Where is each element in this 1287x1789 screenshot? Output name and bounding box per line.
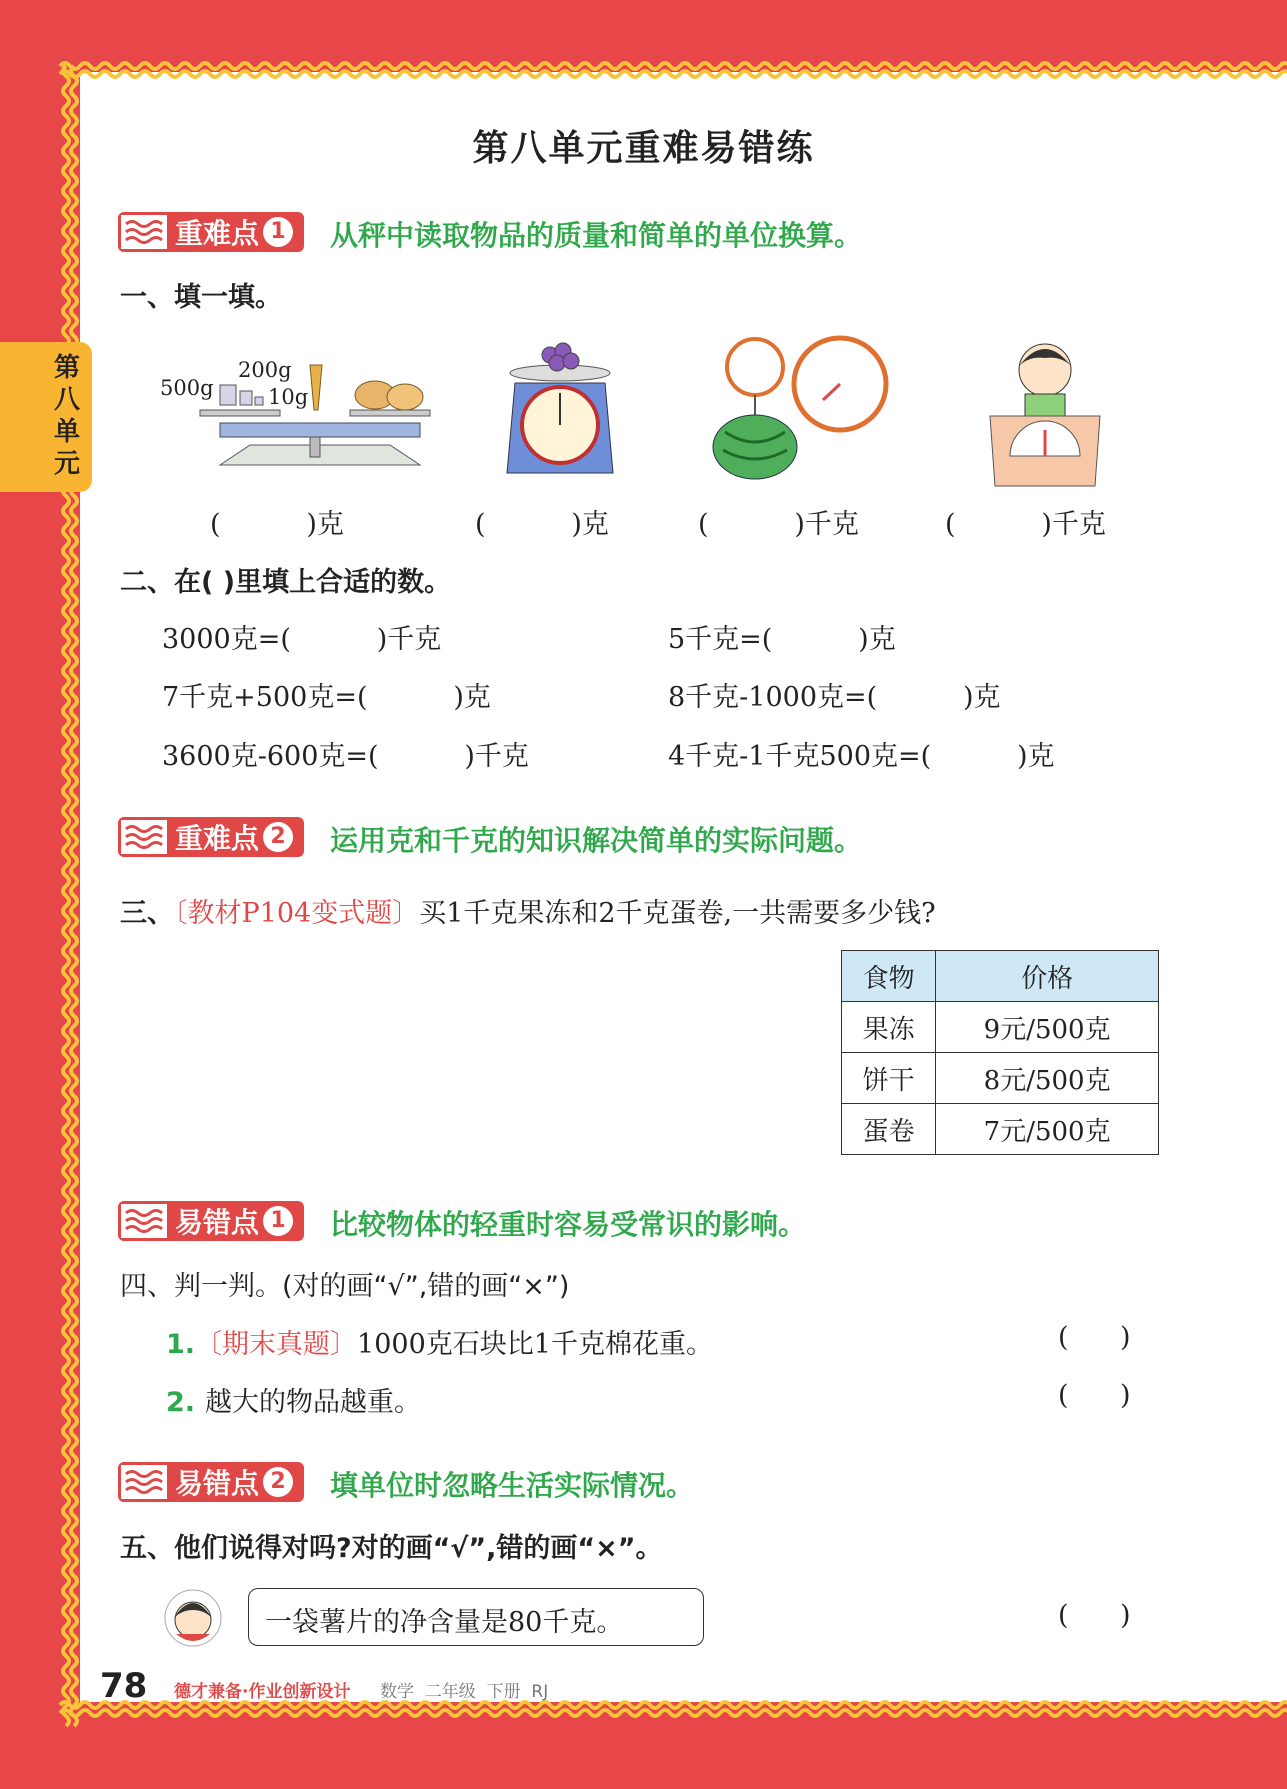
badge-number: 2 [263, 1467, 293, 1497]
speech-bubble [248, 1588, 704, 1646]
q3-line [120, 891, 936, 930]
item-number: 1. [166, 1329, 196, 1360]
hanging-scale-watermelon-illustration [705, 332, 890, 482]
q4-heading: 四、判一判。(对的画“√”,错的画“×”) [120, 1271, 570, 1302]
table-row [842, 1002, 1159, 1053]
q2-item-3[interactable]: 7千克+500克=( )克 [162, 682, 491, 713]
badge-label: 重难点 [175, 217, 260, 250]
q3-question: 买1千克果冻和2千克蛋卷,一共需要多少钱? [419, 898, 936, 929]
q4-answer-2[interactable]: ( ) [1058, 1380, 1131, 1411]
q1-blank-1[interactable]: ( )克 [210, 509, 344, 540]
table-row [842, 1104, 1159, 1155]
speech-text: 一袋薯片的净含量是80千克。 [265, 1607, 624, 1638]
q5-heading: 五、他们说得对吗?对的画“√”,错的画“×”。 [120, 1533, 663, 1564]
section-desc: 填单位时忽略生活实际情况。 [330, 1469, 695, 1502]
section-badge-error-point-2 [118, 1462, 304, 1502]
table-header-food: 食物 [842, 951, 936, 1002]
section-badge-key-point-2 [118, 817, 304, 857]
price-table [841, 950, 1159, 1155]
q1-heading: 一、填一填。 [120, 282, 282, 313]
badge-label: 易错点 [175, 1467, 260, 1500]
unit-side-tab [0, 342, 92, 492]
q2-item-5[interactable]: 3600克-600克=( )千克 [162, 741, 529, 772]
section-badge-error-point-1 [118, 1201, 304, 1241]
section-badge-key-point-1 [118, 212, 304, 252]
girl-avatar-icon [162, 1588, 224, 1648]
q1-blank-4[interactable]: ( )千克 [945, 509, 1106, 540]
badge-label: 易错点 [175, 1206, 260, 1239]
waves-icon [121, 1204, 167, 1238]
waves-icon [121, 820, 167, 854]
footer-info: 数学 二年级 下册 RJ [380, 1682, 549, 1702]
table-cell: 饼干 [842, 1053, 936, 1104]
platform-scale-grapes-illustration [505, 333, 615, 478]
q2-item-1[interactable]: 3000克=( )千克 [162, 624, 442, 655]
badge-number: 2 [263, 822, 293, 852]
section-desc: 运用克和千克的知识解决简单的实际问题。 [330, 824, 863, 857]
table-header-price: 价格 [936, 951, 1159, 1002]
q3-source-tag: 〔教材P104变式题〕 [174, 898, 420, 929]
table-cell: 蛋卷 [842, 1104, 936, 1155]
footer-brand: 德才兼备·作业创新设计 [174, 1682, 351, 1702]
q2-heading: 二、在( )里填上合适的数。 [120, 567, 452, 598]
weight-label-500g: 500g [160, 376, 214, 400]
waves-icon [121, 215, 167, 249]
section-desc: 从秤中读取物品的质量和简单的单位换算。 [330, 219, 863, 252]
page-number: 78 [100, 1666, 148, 1706]
item-number: 2. [166, 1387, 196, 1418]
q2-item-4[interactable]: 8千克-1000克=( )克 [668, 682, 1001, 713]
item-source-tag: 〔期末真题〕 [195, 1329, 358, 1360]
q2-item-6[interactable]: 4千克-1千克500克=( )克 [668, 741, 1055, 772]
q3-prefix: 三、 [120, 898, 174, 929]
table-cell: 果冻 [842, 1002, 936, 1053]
q5-answer[interactable]: ( ) [1058, 1600, 1131, 1631]
q2-item-2[interactable]: 5千克=( )克 [668, 624, 896, 655]
table-row [842, 1053, 1159, 1104]
body-scale-boy-illustration [985, 338, 1105, 488]
item-text: 1000克石块比1千克棉花重。 [357, 1329, 713, 1360]
q4-item-2 [166, 1380, 421, 1419]
q1-blank-3[interactable]: ( )千克 [698, 509, 859, 540]
unit-side-tab-label: 第八单元 [53, 353, 80, 479]
q4-answer-1[interactable]: ( ) [1058, 1322, 1131, 1353]
weight-label-10g: 10g [268, 385, 309, 409]
badge-label: 重难点 [175, 822, 260, 855]
balance-scale-illustration [160, 355, 440, 480]
table-cell: 8元/500克 [936, 1053, 1159, 1104]
q1-blank-2[interactable]: ( )克 [475, 509, 609, 540]
table-cell: 9元/500克 [936, 1002, 1159, 1053]
badge-number: 1 [263, 217, 293, 247]
page-title: 第八单元重难易错练 [472, 128, 815, 169]
q4-item-1 [166, 1322, 713, 1361]
item-text: 越大的物品越重。 [205, 1387, 422, 1418]
weight-label-200g: 200g [238, 358, 292, 382]
section-desc: 比较物体的轻重时容易受常识的影响。 [330, 1208, 807, 1241]
badge-number: 1 [263, 1206, 293, 1236]
table-cell: 7元/500克 [936, 1104, 1159, 1155]
waves-icon [121, 1465, 167, 1499]
